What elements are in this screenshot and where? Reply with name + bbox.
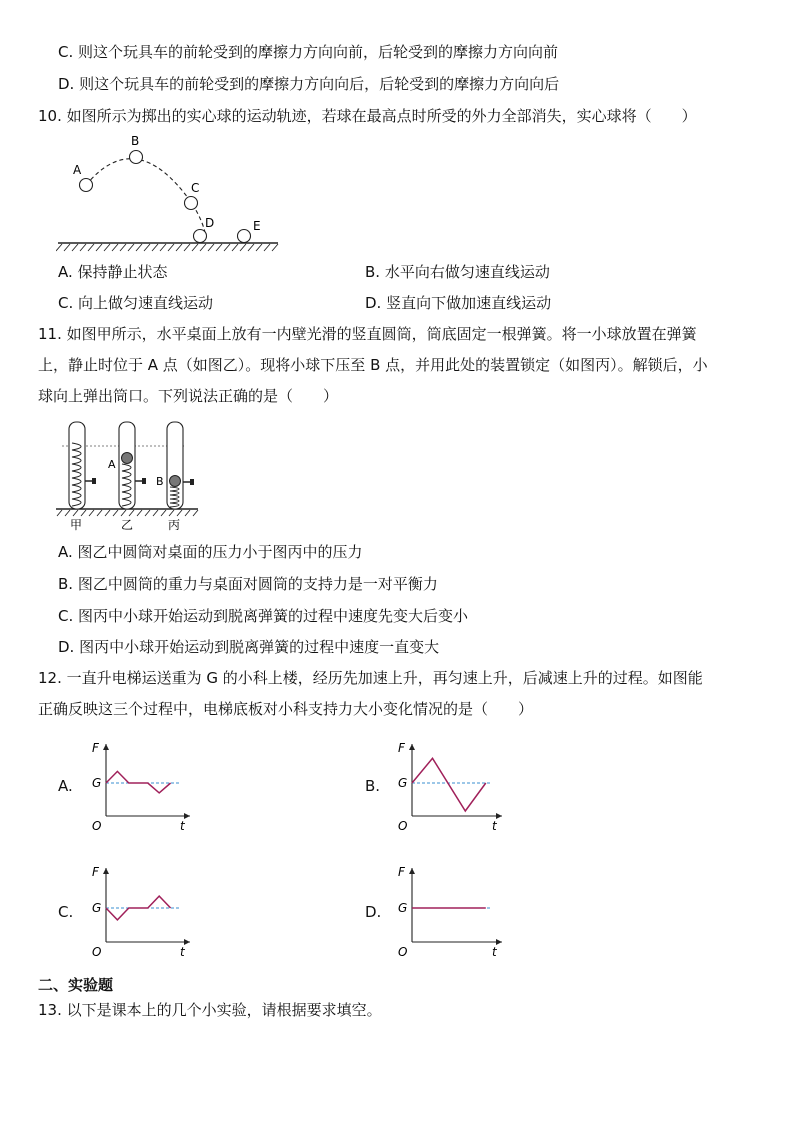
q13-stem: 13. 以下是课本上的几个小实验，请根据要求填空。 [38, 1001, 382, 1019]
q11-stem-line2: 上，静止时位于 A 点（如图乙）。现将小球下压至 B 点，并用此处的装置锁定（如图丙）。解锁后，小 [38, 356, 708, 374]
x-axis-label: t [180, 819, 185, 833]
q10-trajectory-figure [56, 130, 282, 256]
label-e: E [253, 219, 261, 233]
force-series-line [412, 758, 486, 811]
x-axis-arrow [184, 939, 190, 945]
x-axis-arrow [496, 939, 502, 945]
q9-option-d: D. 则这个玩具车的前轮受到的摩擦力方向向后，后轮受到的摩擦力方向向后 [58, 75, 560, 93]
force-series-line [106, 771, 171, 793]
q10-option-c: C. 向上做匀速直线运动 [58, 294, 214, 312]
tube-jia [69, 422, 96, 509]
q10-option-a: A. 保持静止状态 [58, 263, 168, 281]
q11-option-d: D. 图丙中小球开始运动到脱离弹簧的过程中速度一直变大 [58, 638, 440, 656]
q9-option-c: C. 则这个玩具车的前轮受到的摩擦力方向向前，后轮受到的摩擦力方向向前 [58, 43, 559, 61]
tube-yi [108, 422, 146, 509]
y-axis-arrow [409, 744, 415, 750]
q10-option-b: B. 水平向右做匀速直线运动 [365, 263, 550, 281]
table-hatch [57, 510, 198, 516]
q12-graph-c [86, 858, 196, 960]
origin-label: O [92, 819, 102, 833]
x-axis-arrow [184, 813, 190, 819]
q11-option-c: C. 图丙中小球开始运动到脱离弹簧的过程中速度先变大后变小 [58, 607, 469, 625]
q11-option-a: A. 图乙中圆筒对桌面的压力小于图丙中的压力 [58, 543, 363, 561]
g-label: G [92, 901, 102, 915]
y-axis-label: F [398, 865, 405, 879]
ball-e [238, 230, 251, 243]
y-axis-label: F [398, 741, 405, 755]
q12-stem-line2: 正确反映这三个过程中，电梯底板对小科支持力大小变化情况的是（ ） [38, 700, 534, 718]
caption-jia: 甲 [70, 518, 83, 532]
point-label-a: A [108, 458, 116, 471]
ball-c [185, 197, 198, 210]
x-axis-label: t [492, 945, 497, 959]
q12-option-d-label: D. [365, 903, 382, 921]
q12-graph-b [392, 734, 508, 834]
origin-label: O [398, 945, 408, 959]
y-axis-arrow [103, 868, 109, 874]
caption-yi: 乙 [121, 518, 134, 532]
ball-d [194, 230, 207, 243]
q11-spring-tubes-figure [56, 418, 206, 532]
x-axis-arrow [496, 813, 502, 819]
q11-stem-line3: 球向上弹出筒口。下列说法正确的是（ ） [38, 387, 339, 405]
force-series-line [106, 896, 171, 920]
label-c: C [191, 181, 200, 195]
g-label: G [92, 776, 102, 790]
q12-graph-a [86, 734, 196, 834]
label-b: B [131, 134, 140, 148]
y-axis-arrow [103, 744, 109, 750]
q12-option-b-label: B. [365, 777, 381, 795]
q11-stem-line1: 11. 如图甲所示，水平桌面上放有一内壁光滑的竖直圆筒，筒底固定一根弹簧。将一小球放置在弹簧 [38, 325, 697, 343]
tube-bing [156, 422, 194, 509]
g-label: G [398, 776, 408, 790]
q12-option-c-label: C. [58, 903, 74, 921]
section-title: 二、实验题 [38, 976, 114, 994]
y-axis-label: F [92, 865, 99, 879]
caption-bing: 丙 [168, 518, 181, 532]
q10-option-d: D. 竖直向下做加速直线运动 [365, 294, 552, 312]
q10-stem: 10. 如图所示为掷出的实心球的运动轨迹，若球在最高点时所受的外力全部消失，实心球将（ ） [38, 107, 697, 125]
g-label: G [398, 901, 408, 915]
point-label-b: B [156, 475, 164, 488]
x-axis-label: t [180, 945, 185, 959]
x-axis-label: t [492, 819, 497, 833]
y-axis-arrow [409, 868, 415, 874]
q12-graph-d [392, 858, 508, 960]
origin-label: O [398, 819, 408, 833]
ball-a [80, 179, 93, 192]
q11-option-b: B. 图乙中圆筒的重力与桌面对圆筒的支持力是一对平衡力 [58, 575, 438, 593]
origin-label: O [92, 945, 102, 959]
y-axis-label: F [92, 741, 99, 755]
ball-b [130, 151, 143, 164]
ground-hatch [56, 244, 278, 251]
label-d: D [205, 216, 215, 230]
q12-stem-line1: 12. 一直升电梯运送重为 G 的小科上楼，经历先加速上升，再匀速上升，后减速上升的过程。如图能 [38, 669, 703, 687]
label-a: A [73, 163, 82, 177]
q12-option-a-label: A. [58, 777, 73, 795]
